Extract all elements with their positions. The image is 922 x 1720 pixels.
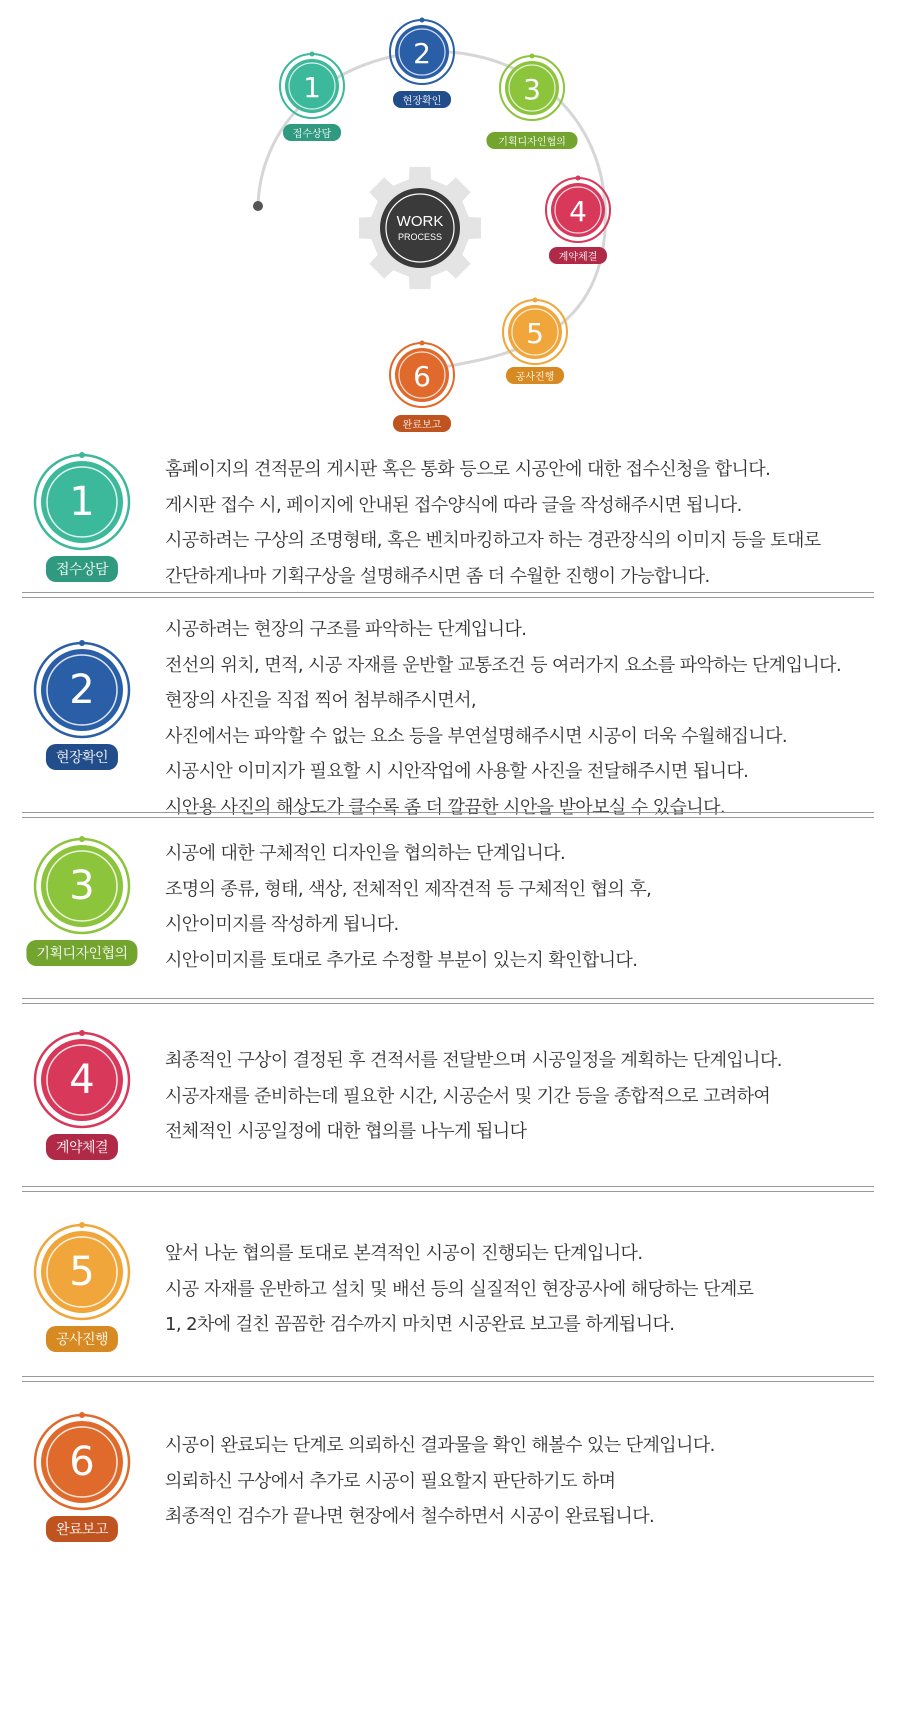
step-label: 현장확인 [46,744,118,770]
step-number: 4 [69,1057,95,1103]
description-line: 시공이 완료되는 단계로 의뢰하신 결과물을 확인 해볼수 있는 단계입니다. [165,1435,715,1456]
node-number: 6 [413,360,431,393]
step-label: 기획디자인협의 [26,940,137,966]
description-line: 시공에 대한 구체적인 디자인을 협의하는 단계입니다. [165,843,566,864]
step-divider [22,812,874,818]
diagram-node-6 [390,341,454,433]
step-number: 1 [69,479,95,525]
node-number: 2 [413,37,431,70]
step-label: 접수상담 [46,556,118,582]
description-line: 홈페이지의 견적문의 게시판 혹은 통화 등으로 시공안에 대한 접수신청을 합니다. [165,459,771,480]
step-description [165,1043,910,1150]
description-line: 1, 2차에 걸친 꼼꼼한 검수까지 마치면 시공완료 보고를 하게됩니다. [165,1314,675,1335]
step-divider [22,592,874,598]
gear-title: WORK [396,213,444,230]
node-label: 현장확인 [402,96,442,107]
description-line: 시안용 사진의 해상도가 클수록 좀 더 깔끔한 시안을 받아보실 수 있습니다. [165,796,725,818]
step-badge [22,452,142,602]
step-badge [22,836,142,986]
step-divider [22,998,874,1004]
node-number: 5 [526,317,544,350]
description-line: 시안이미지를 토대로 추가로 수정할 부분이 있는지 확인합니다. [165,949,638,971]
node-label: 접수상담 [292,129,332,140]
description-line: 현장의 사진을 직접 찍어 첨부해주시면서, [165,690,477,711]
step-number: 3 [69,863,95,909]
step-number: 6 [69,1439,95,1485]
description-line: 조명의 종류, 형태, 색상, 전체적인 제작견적 등 구체적인 협의 후, [165,878,652,900]
description-line: 전체적인 시공일정에 대한 협의를 나누게 됩니다 [165,1121,527,1142]
description-line: 시공자재를 준비하는데 필요한 시간, 시공순서 및 기간 등을 종합적으로 고려하여 [165,1085,771,1107]
description-line: 시안이미지를 작성하게 됩니다. [165,914,399,935]
step-badge [22,1030,142,1180]
arc-start-dot [253,201,263,211]
step-description [165,836,910,978]
description-line: 시공 자재를 운반하고 설치 및 배선 등의 실질적인 현장공사에 해당하는 단계로 [165,1278,754,1300]
diagram-node-3 [487,54,578,150]
step-description [165,1236,910,1343]
step-description [165,452,910,594]
step-description [165,1428,910,1535]
node-dot [420,341,425,346]
description-line: 시공하려는 현장의 구조를 파악하는 단계입니다. [165,619,527,640]
node-number: 4 [569,195,587,228]
node-label: 계약체결 [558,252,598,263]
description-line: 사진에서는 파악할 수 없는 요소 등을 부연설명해주시면 시공이 더욱 수월해집니다. [165,725,788,747]
description-line: 최종적인 검수가 끝나면 현장에서 철수하면서 시공이 완료됩니다. [165,1506,655,1527]
description-line: 시공시안 이미지가 필요할 시 시안작업에 사용할 사진을 전달해주시면 됩니다. [165,761,749,782]
node-label: 기획디자인협의 [498,137,566,148]
step-label: 완료보고 [46,1516,118,1542]
node-label: 공사진행 [515,372,555,383]
description-line: 의뢰하신 구상에서 추가로 시공이 필요할지 판단하기도 하며 [165,1470,616,1492]
node-dot [533,298,538,303]
step-number: 5 [69,1249,95,1295]
description-line: 앞서 나눈 협의를 토대로 본격적인 시공이 진행되는 단계입니다. [165,1243,643,1264]
node-label: 완료보고 [402,420,442,431]
node-dot [420,18,425,23]
description-line: 전선의 위치, 면적, 시공 자재를 운반할 교통조건 등 여러가지 요소를 파악하는 단계입니다. [165,654,842,676]
step-description [165,612,910,825]
description-line: 게시판 접수 시, 페이지에 안내된 접수양식에 따라 글을 작성해주시면 됩니다. [165,494,742,516]
node-number: 1 [303,71,321,104]
gear-subtitle: PROCESS [397,232,443,242]
description-line: 간단하게나마 기획구상을 설명해주시면 좀 더 수월한 진행이 가능합니다. [165,565,710,587]
node-dot [530,54,535,59]
step-label: 계약체결 [46,1134,118,1160]
description-line: 최종적인 구상이 결정된 후 견적서를 전달받으며 시공일정을 계획하는 단계입니다. [165,1050,782,1071]
node-number: 3 [523,73,541,106]
diagram-node-4 [546,176,610,265]
step-badge [22,1222,142,1372]
diagram-node-5 [503,298,567,385]
node-dot [310,52,315,57]
diagram-node-1 [280,52,344,142]
work-process-diagram [0,0,922,480]
step-badge [22,1412,142,1562]
diagram-node-2 [390,18,454,109]
node-dot [576,176,581,181]
step-divider [22,1186,874,1192]
step-number: 2 [69,667,95,713]
step-divider [22,1376,874,1382]
step-label: 공사진행 [46,1326,118,1352]
description-line: 시공하려는 구상의 조명형태, 혹은 벤치마킹하고자 하는 경관장식의 이미지 등을 토대로 [165,530,821,551]
step-badge [22,640,142,790]
